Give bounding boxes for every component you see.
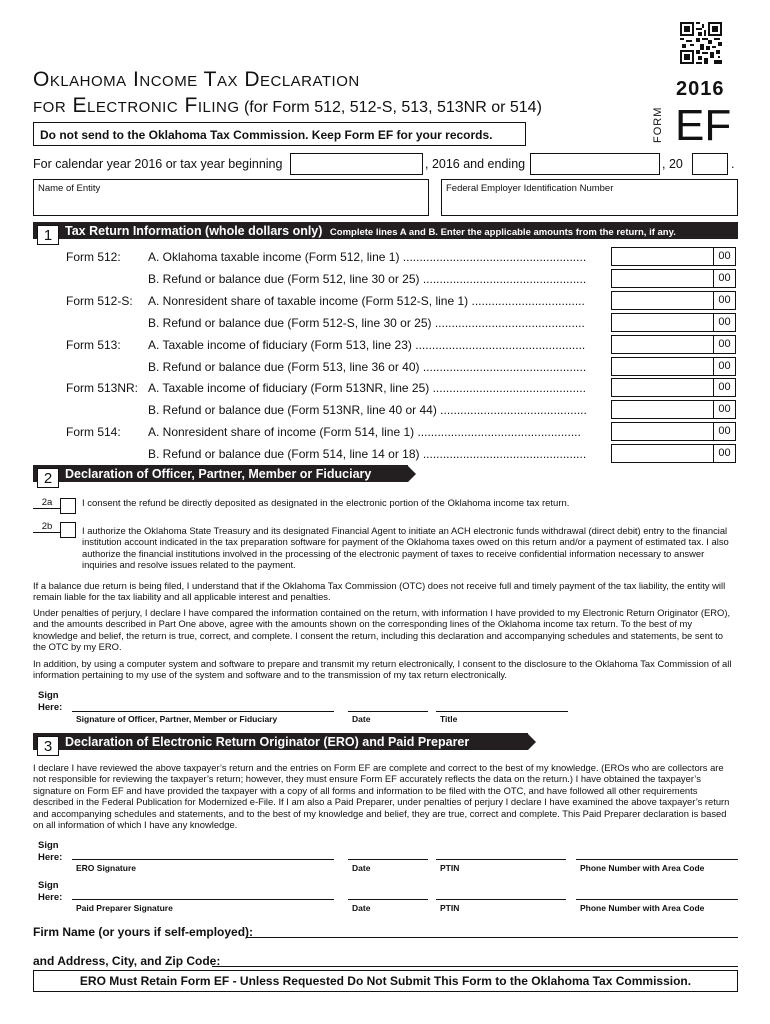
section1-row-label: B. Refund or balance due (Form 513, line 36 or 40) ................................................. xyxy=(148,360,587,374)
preparer-signature-line[interactable] xyxy=(72,899,334,900)
officer-date-line[interactable] xyxy=(348,711,428,712)
perjury-paragraph: Under penalties of perjury, I declare I have compared the information contained on the return, with information I have provided to my Electronic Return Originator (ERO), and the amounts described in Part One above, agree with the amounts shown on the corresponding lines of the Oklahoma income tax return. To the best of my knowledge and belief, the return is true, correct, and complete. I consent the return, including this declaration and accompanying schedules and statements, be sent to the OTC by my ERO. xyxy=(33,607,731,653)
calendar-year-suffix: , 20 xyxy=(662,157,683,171)
section1-row-cents: 00 xyxy=(713,400,735,419)
ero-signature-label: ERO Signature xyxy=(76,863,136,873)
preparer-phone-line[interactable] xyxy=(576,899,738,900)
firm-address-label: and Address, City, and Zip Code: xyxy=(33,954,221,968)
ero-declaration-paragraph: I declare I have reviewed the above taxpayer’s return and the entries on Form EF are complete and correct to the best of my knowledge. (EROs who are collectors are not responsible for reviewing the taxpayer’s return; however, they must ensure Form EF accurately reflects the data on the return.) I have obtained the taxpayer’s signature on Form EF and have provided the taxpayer with a copy of all forms and information to be filed with the OTC, and have followed all other requirements described in the Federal Publication for Modernized e-File. If I am also a Paid Preparer, under penalties of perjury I declare I have examined the above taxpayer’s return and accompanying schedules and statements, and to the best of my knowledge and belief, they are true, correct and complete. This Paid Preparer declaration is based on all information of which I have any knowledge. xyxy=(33,762,730,831)
section1-row-amount-field[interactable] xyxy=(611,335,736,354)
section1-row-cents: 00 xyxy=(713,378,735,397)
consent-paragraph: In addition, by using a computer system and software to prepare and transmit my return electronically, I consent to the disclosure to the Oklahoma Tax Commission of all information pertaining to my use of the system and software and to the transmission of my tax return electronically. xyxy=(33,658,732,681)
officer-date-label: Date xyxy=(352,714,371,724)
section1-row-cents: 00 xyxy=(713,269,735,288)
ero-sign-here: Sign Here: xyxy=(38,840,63,863)
calendar-year-label: For calendar year 2016 or tax year beginning xyxy=(33,157,283,171)
section3-title: Declaration of Electronic Return Originator (ERO) and Paid Preparer xyxy=(65,735,470,749)
section1-row-cents: 00 xyxy=(713,422,735,441)
section1-row-amount-field[interactable] xyxy=(611,378,736,397)
section1-row-form: Form 514: xyxy=(66,425,121,439)
option-2b-label: 2b xyxy=(33,521,61,533)
section1-number: 1 xyxy=(37,225,59,245)
firm-name-label: Firm Name (or yours if self-employed): xyxy=(33,925,254,939)
fein-label: Federal Employer Identification Number xyxy=(446,183,614,194)
option-2b-text: I authorize the Oklahoma State Treasury and its designated Financial Agent to initiate an ACH electronic funds withdrawal (direct debit) entry to the financial institution account indicated in the tax preparation software for payment of the Oklahoma taxes owed on this return and/or a payment of estimated tax. I also authorize the financial institutions involved in the processing of the electronic payment of taxes to receive confidential information necessary to answer inquiries and resolve issues related to the payment. xyxy=(82,525,729,571)
ero-date-label: Date xyxy=(352,863,371,873)
preparer-signature-label: Paid Preparer Signature xyxy=(76,903,173,913)
section1-row-label: B. Refund or balance due (Form 513NR, line 40 or 44) ............................................ xyxy=(148,403,587,417)
section1-row-label: A. Taxable income of fiduciary (Form 513NR, line 25) .............................................. xyxy=(148,381,586,395)
officer-sign-here: Sign Here: xyxy=(38,690,63,713)
section1-row-cents: 00 xyxy=(713,291,735,310)
ero-phone-label: Phone Number with Area Code xyxy=(580,863,705,873)
tax-year-end-field[interactable] xyxy=(530,153,660,175)
section1-row-cents: 00 xyxy=(713,313,735,332)
section1-row-label: A. Oklahoma taxable income (Form 512, line 1) ....................................................... xyxy=(148,250,587,264)
form-code: EF xyxy=(675,101,732,150)
option-2a-label: 2a xyxy=(33,497,61,509)
option-2a-text: I consent the refund be directly deposited as designated in the electronic portion of the Oklahoma income tax return. xyxy=(82,498,570,509)
section1-row-amount-field[interactable] xyxy=(611,313,736,332)
calendar-year-end: . xyxy=(731,157,735,171)
preparer-ptin-line[interactable] xyxy=(436,899,566,900)
section1-title: Tax Return Information (whole dollars only) xyxy=(65,224,323,238)
section1-row-amount-field[interactable] xyxy=(611,291,736,310)
section3-header xyxy=(33,733,528,750)
ero-ptin-label: PTIN xyxy=(440,863,460,873)
section1-row-amount-field[interactable] xyxy=(611,422,736,441)
option-2b-checkbox[interactable] xyxy=(60,522,76,538)
section1-subtitle: Complete lines A and B. Enter the applicable amounts from the return, if any. xyxy=(329,227,676,238)
ero-phone-line[interactable] xyxy=(576,859,738,860)
ero-signature-line[interactable] xyxy=(72,859,334,860)
form-title-line2 xyxy=(33,94,542,118)
section1-row-form: Form 512-S: xyxy=(66,294,133,308)
option-2a-checkbox[interactable] xyxy=(60,498,76,514)
firm-address-field[interactable] xyxy=(212,951,738,967)
officer-signature-line[interactable] xyxy=(72,711,334,712)
section1-row-label: B. Refund or balance due (Form 514, line 14 or 18) ................................................. xyxy=(148,447,587,461)
preparer-phone-label: Phone Number with Area Code xyxy=(580,903,705,913)
fein-field[interactable] xyxy=(441,179,738,216)
section1-row-amount-field[interactable] xyxy=(611,444,736,463)
officer-signature-label: Signature of Officer, Partner, Member or Fiduciary xyxy=(76,714,278,724)
tax-year-begin-field[interactable] xyxy=(290,153,423,175)
balance-due-paragraph: If a balance due return is being filed, I understand that if the Oklahoma Tax Commission (OTC) does not receive full and timely payment of the tax liability, the entity will remain liable for the tax liability and all applicable interest and penalties. xyxy=(33,580,726,603)
tax-year: 2016 xyxy=(676,78,725,100)
entity-name-label: Name of Entity xyxy=(38,183,101,194)
ero-retain-footer: ERO Must Retain Form EF - Unless Requested Do Not Submit This Form to the Oklahoma Tax Commission. xyxy=(33,970,738,992)
section2-header xyxy=(33,465,408,482)
section1-row-cents: 00 xyxy=(713,444,735,463)
section1-row-label: B. Refund or balance due (Form 512, line 30 or 25) ................................................. xyxy=(148,272,587,286)
section1-row-label: B. Refund or balance due (Form 512-S, line 30 or 25) ............................................. xyxy=(148,316,585,330)
section1-header xyxy=(33,222,738,239)
section1-row-form: Form 513NR: xyxy=(66,381,139,395)
firm-name-field[interactable] xyxy=(246,922,738,938)
section1-row-label: A. Taxable income of fiduciary (Form 513, line 23) ................................................... xyxy=(148,338,586,352)
form-title-line2-forms: (for Form 512, 512-S, 513, 513NR or 514) xyxy=(239,99,542,116)
form-title-line1: Oklahoma Income Tax Declaration xyxy=(33,68,360,91)
section1-row-label: A. Nonresident share of income (Form 514, line 1) ................................................. xyxy=(148,425,581,439)
section1-row-cents: 00 xyxy=(713,247,735,266)
officer-title-line[interactable] xyxy=(436,711,568,712)
section2-header-arrow xyxy=(408,466,416,482)
section2-number: 2 xyxy=(37,468,59,488)
section1-row-form: Form 512: xyxy=(66,250,121,264)
section1-row-form: Form 513: xyxy=(66,338,121,352)
section1-row-label: A. Nonresident share of taxable income (Form 512-S, line 1) .................................. xyxy=(148,294,585,308)
entity-name-field[interactable] xyxy=(33,179,429,216)
officer-title-label: Title xyxy=(440,714,458,724)
section1-row-amount-field[interactable] xyxy=(611,269,736,288)
preparer-date-line[interactable] xyxy=(348,899,428,900)
section2-title: Declaration of Officer, Partner, Member or Fiduciary xyxy=(65,467,372,481)
ero-ptin-line[interactable] xyxy=(436,859,566,860)
tax-year-end-year-field[interactable] xyxy=(692,153,728,175)
calendar-year-mid: , 2016 and ending xyxy=(425,157,526,171)
preparer-ptin-label: PTIN xyxy=(440,903,460,913)
section1-row-amount-field[interactable] xyxy=(611,247,736,266)
section1-row-cents: 00 xyxy=(713,335,735,354)
section1-row-amount-field[interactable] xyxy=(611,400,736,419)
section1-row-amount-field[interactable] xyxy=(611,357,736,376)
section3-header-arrow xyxy=(528,734,536,750)
section1-row-cents: 00 xyxy=(713,357,735,376)
preparer-date-label: Date xyxy=(352,903,371,913)
form-title-line2-main: for Electronic Filing xyxy=(33,94,240,117)
ero-date-line[interactable] xyxy=(348,859,428,860)
qr-code-image xyxy=(680,22,722,64)
section3-number: 3 xyxy=(37,736,59,756)
preparer-sign-here: Sign Here: xyxy=(38,880,63,903)
records-notice: Do not send to the Oklahoma Tax Commission. Keep Form EF for your records. xyxy=(33,122,526,146)
form-word-vertical: FORM xyxy=(652,106,664,144)
